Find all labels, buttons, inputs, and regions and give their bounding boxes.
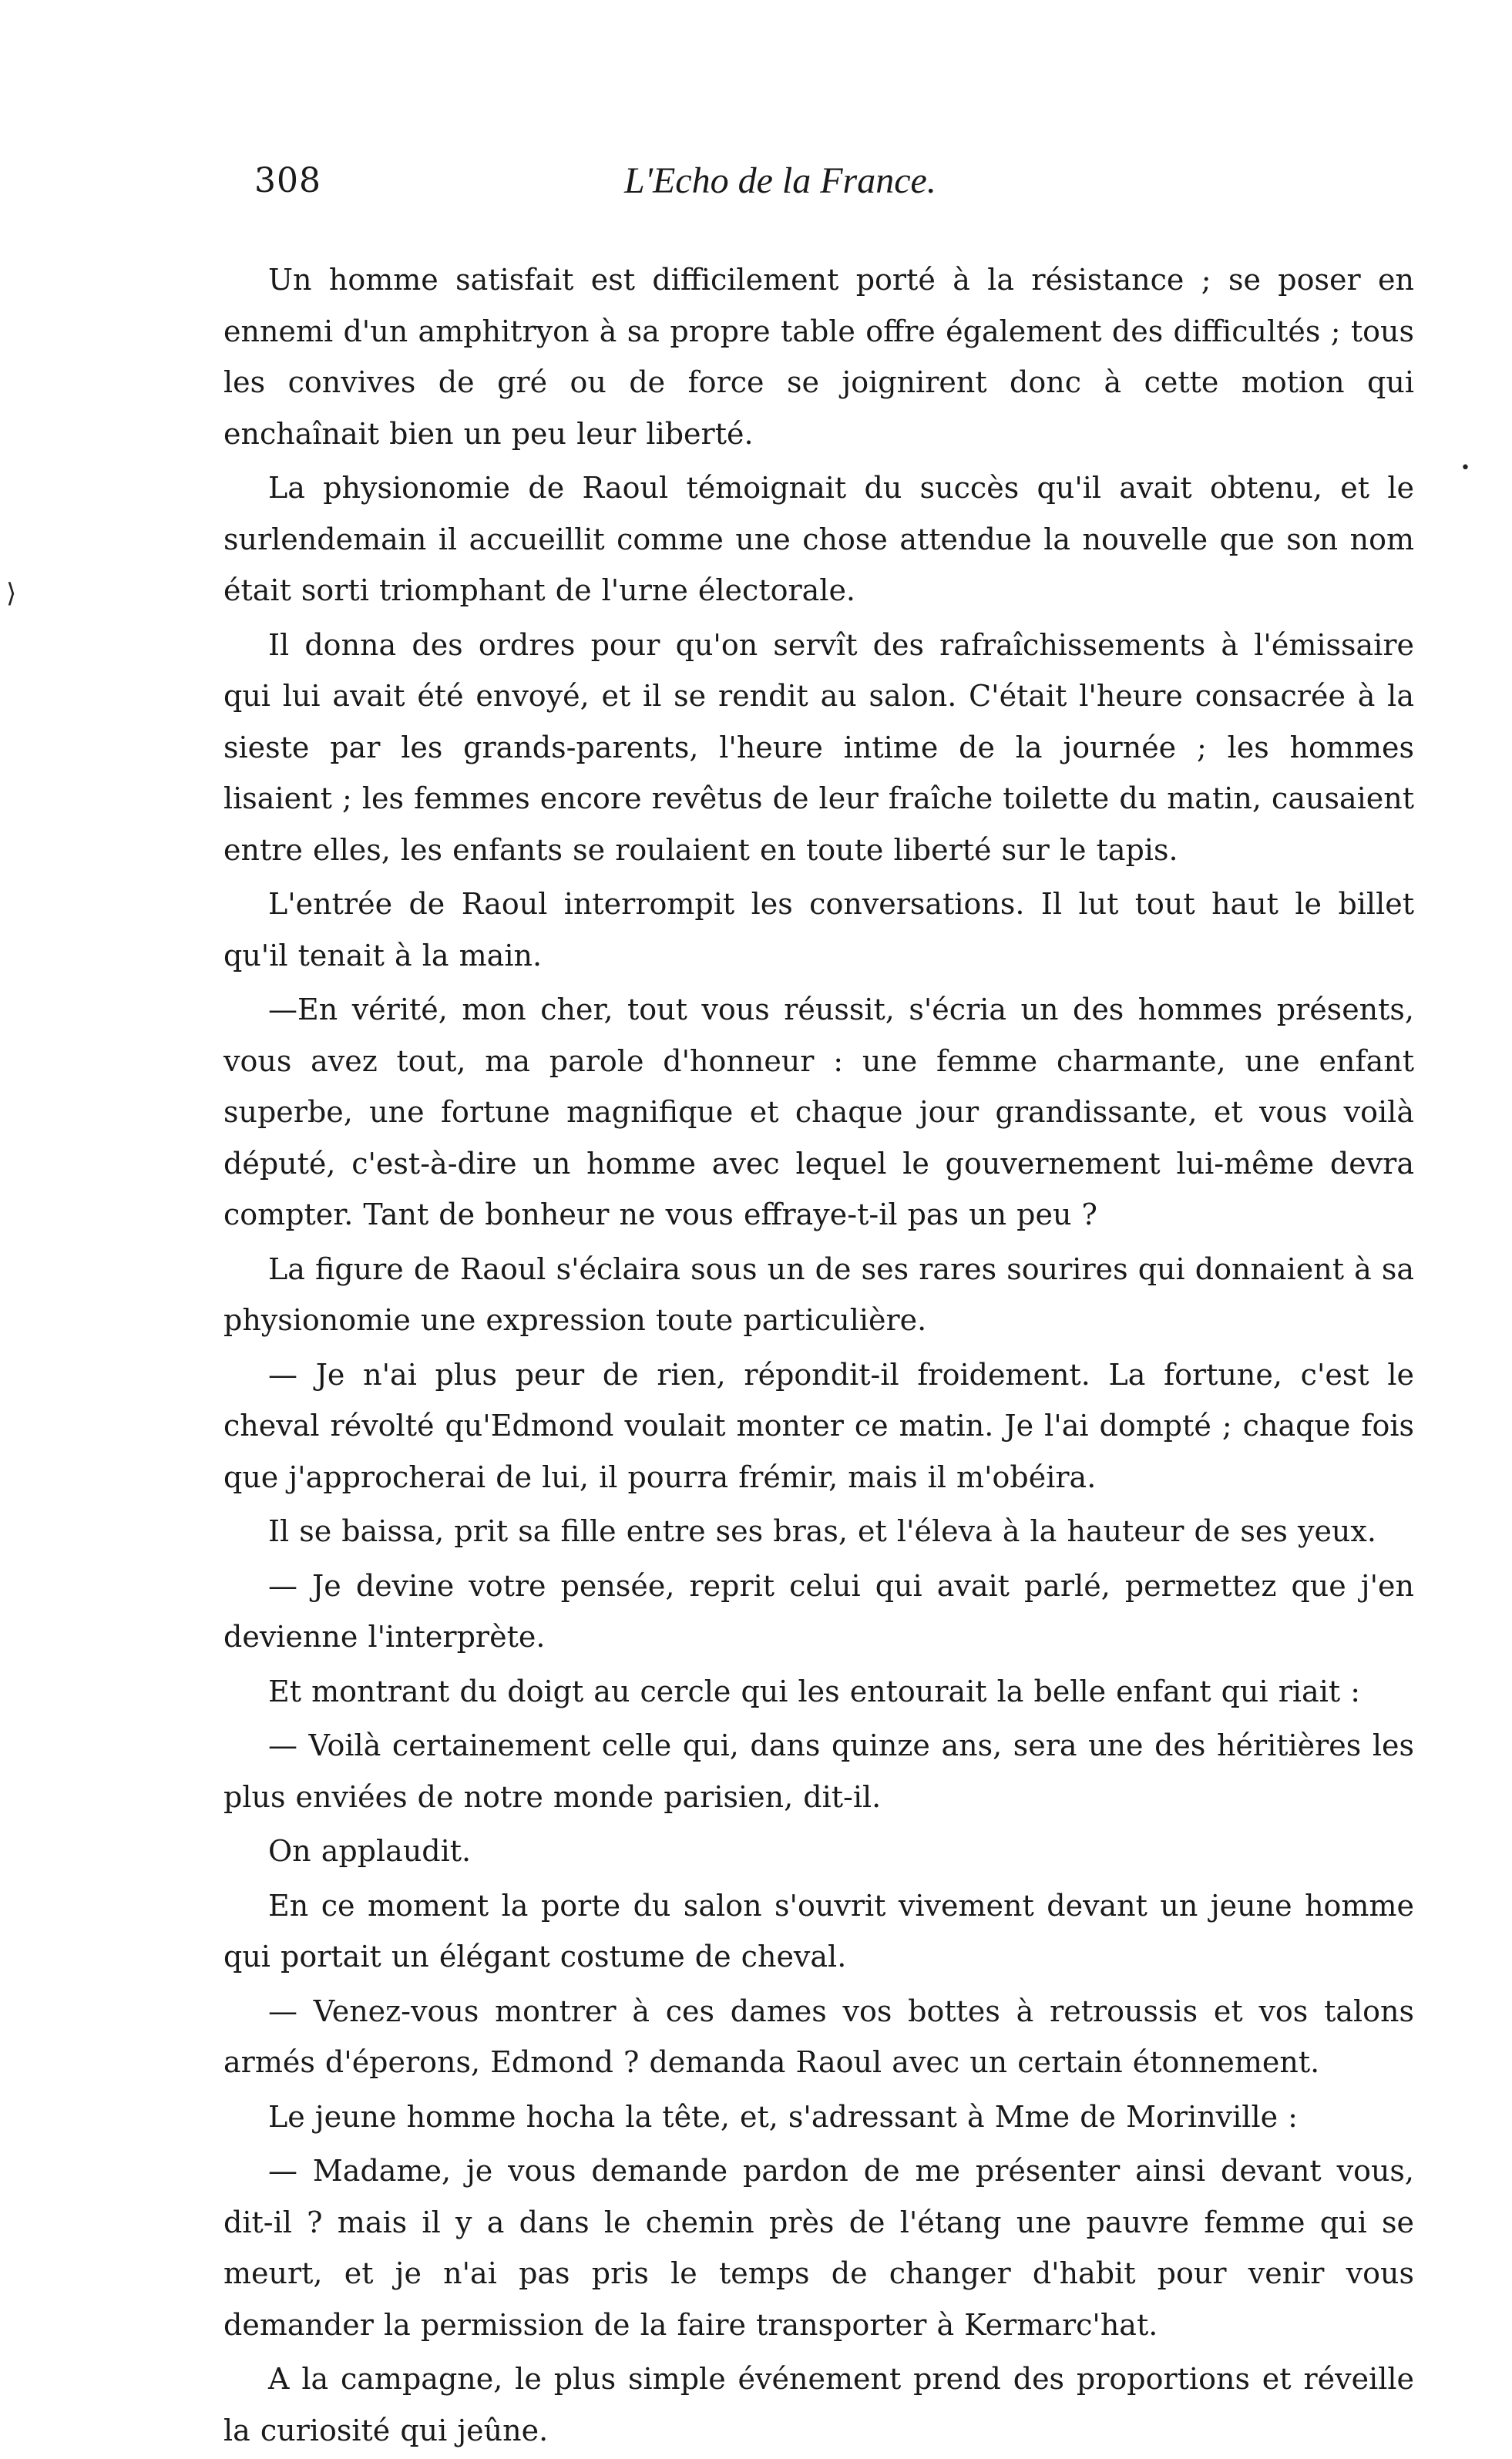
page-number: 308 — [254, 161, 321, 200]
paragraph: — Voilà certainement celle qui, dans quinze ans, sera une des héritières les plus enviées de notre monde parisien, dit-il. — [223, 1728, 1414, 1814]
paragraph: — Madame, je vous demande pardon de me présenter ainsi devant vous, dit-il ? mais il y a dans le chemin près de l'étang une pauvre femme qui se meurt, et je n'ai pas pris le temps de changer d'habit pour venir vous demander la permission de la faire transporter à Kermarc'hat. — [223, 2154, 1414, 2342]
paragraph: L'entrée de Raoul interrompit les conversations. Il lut tout haut le billet qu'il tenait à la main. — [223, 887, 1414, 973]
body-text — [223, 254, 1414, 2459]
paragraph: La figure de Raoul s'éclaira sous un de ses rares sourires qui donnaient à sa physionomie une expression toute particulière. — [223, 1251, 1414, 1337]
running-title: L'Echo de la France. — [624, 160, 936, 201]
paragraph: Un homme satisfait est difficilement porté à la résistance ; se poser en ennemi d'un amphitryon à sa propre table offre également des difficultés ; tous les convives de gré ou de force se joignirent donc à cette motion qui enchaînait bien un peu leur liberté. — [223, 263, 1414, 451]
margin-bracket-mark: ⟩ — [6, 578, 17, 609]
paragraph: — Je n'ai plus peur de rien, répondit-il froidement. La fortune, c'est le cheval révolté qu'Edmond voulait monter ce matin. Je l'ai dompté ; chaque fois que j'approcherai de lui, il pourra frémir, mais il m'obéira. — [223, 1357, 1414, 1494]
paragraph: Il se baissa, prit sa fille entre ses bras, et l'éleva à la hauteur de ses yeux. — [268, 1514, 1376, 1548]
paragraph: Il donna des ordres pour qu'on servît des rafraîchissements à l'émissaire qui lui avait été envoyé, et il se rendit au salon. C'était l'heure consacrée à la sieste par les grands-parents, l'heure intime de la journée ; les hommes lisaient ; les femmes encore revêtus de leur fraîche toilette du matin, causaient entre elles, les enfants se roulaient en toute liberté sur le tapis. — [223, 627, 1414, 867]
paragraph: Et montrant du doigt au cercle qui les entourait la belle enfant qui riait : — [268, 1674, 1360, 1708]
paragraph: — Je devine votre pensée, reprit celui qui avait parlé, permettez que j'en devienne l'interprète. — [223, 1568, 1414, 1654]
paragraph: En ce moment la porte du salon s'ouvrit vivement devant un jeune homme qui portait un élégant costume de cheval. — [223, 1888, 1414, 1974]
paragraph: —En vérité, mon cher, tout vous réussit, s'écria un des hommes présents, vous avez tout, ma parole d'honneur : une femme charmante, une enfant superbe, une fortune magnifique et chaque jour grandissante, et vous voilà député, c'est-à-dire un homme avec lequel le gouvernement lui-même devra compter. Tant de bonheur ne vous effraye-t-il pas un peu ? — [223, 993, 1414, 1231]
paragraph: — Venez-vous montrer à ces dames vos bottes à retroussis et vos talons armés d'éperons, Edmond ? demanda Raoul avec un certain étonnement. — [223, 1994, 1414, 2079]
paragraph: La physionomie de Raoul témoignait du succès qu'il avait obtenu, et le surlendemain il accueillit comme une chose attendue la nouvelle que son nom était sorti triomphant de l'urne électorale. — [223, 471, 1414, 607]
paragraph: Le jeune homme hocha la tête, et, s'adressant à Mme de Morinville : — [268, 2099, 1298, 2134]
running-head — [254, 158, 1033, 204]
paragraph: A la campagne, le plus simple événement prend des proportions et réveille la curiosité qui jeûne. — [223, 2362, 1414, 2447]
margin-speck-mark: • — [1460, 459, 1470, 478]
paragraph: On applaudit. — [268, 1834, 472, 1868]
